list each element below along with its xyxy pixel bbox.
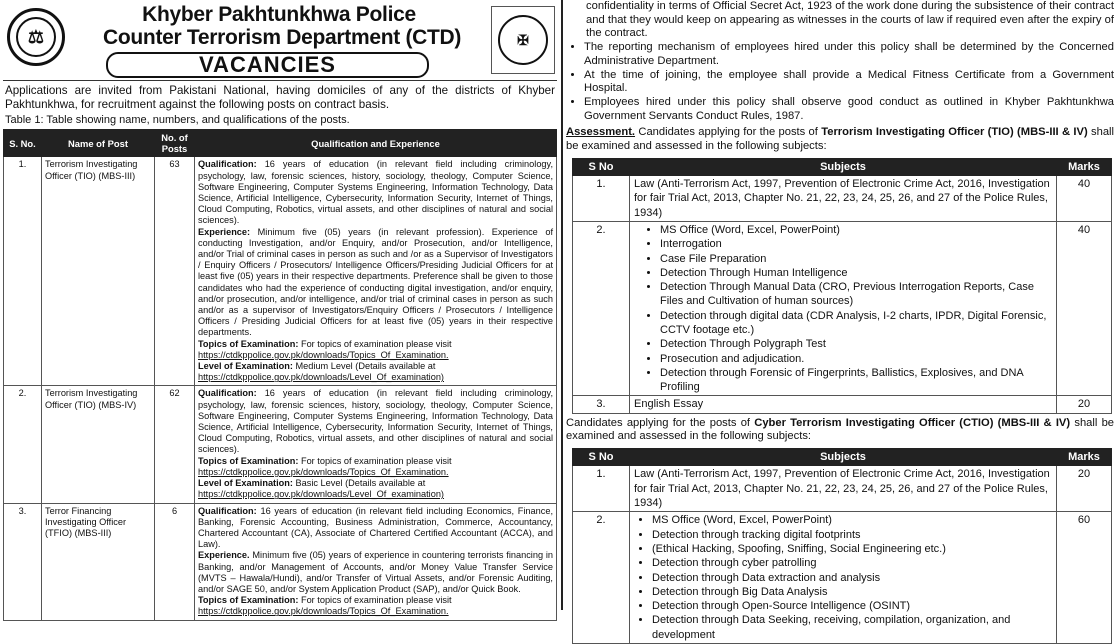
table-row [4, 157, 557, 386]
header-title-police: Khyber Pakhtunkhwa Police [142, 3, 416, 26]
col-header-marks: Marks [1057, 158, 1112, 175]
col-header-subjects: Subjects [630, 158, 1057, 175]
list-item: • Detection through cyber patrolling [652, 556, 1052, 570]
cell-post-count: 62 [155, 386, 195, 503]
table-row [4, 386, 557, 503]
cell-marks: 20 [1057, 396, 1112, 413]
ctio-text-after: shall be examined and assessed in the following subjects: [566, 416, 1115, 443]
cell-post-count: 6 [155, 503, 195, 620]
experience-label: Experience: [198, 226, 251, 237]
list-item: • Detection through Open-Source Intelligence (OSINT) [652, 599, 1052, 613]
list-item: • Detection Through Polygraph Test [660, 337, 1052, 351]
topics-text: For topics of examination please visit [300, 455, 452, 466]
list-item: • Case File Preparation [660, 252, 1052, 266]
list-item: • Detection through Data Seeking, receiving, compilation, organization, and development [652, 613, 1052, 642]
ctio-table-header [573, 449, 1112, 466]
experience-text: Minimum five (05) years (in relevant profession). Experience of conducting Investigation, and/or Enquiry, and/or Prosecution, and/or Intelligence, and/or Trial of criminal cases in person as such and /or as a Supervisor of Investigators / Enquiry Officers / Prosecutors/ Intelligence Officers/Presiding Judicial Officers for at least five (05) years in their respective departments. Preference shall be given to those candidates who had the experience of conducting digital investigation, and/or enquiry, and/or prosecution, and/or intelligence, and/or trial of criminal cases in person as such and/or as a supervisor of Investigators/Enquiry Officers / Prosecutors / Intelligence Officers / Presiding Judicial Officers for at least five (05) years in their respective departments. [198, 226, 553, 338]
topics-link[interactable]: https://ctdkppolice.gov.pk/downloads/Topics_Of_Examination. [198, 349, 449, 360]
list-item: • Detection through tracking digital footprints [652, 528, 1052, 542]
cell-marks: 60 [1057, 512, 1112, 644]
list-item: • Detection Through Human Intelligence [660, 266, 1052, 280]
list-item: • Detection through Data extraction and analysis [652, 571, 1052, 585]
list-item: • Detection through digital data (CDR Analysis, I-2 charts, IPDR, Digital Forensic, CCTV footage etc.) [660, 309, 1052, 338]
level-link[interactable]: https://ctdkppolice.gov.pk/downloads/Level_Of_examination) [198, 372, 444, 383]
list-item: • MS Office (Word, Excel, PowerPoint) [660, 223, 1052, 237]
cell-sno: 2. [573, 512, 630, 644]
cell-subject-list [630, 512, 1057, 644]
level-label: Level of Examination: [198, 361, 293, 372]
qualification-label: Qualification: [198, 388, 257, 399]
cell-qualification [195, 157, 557, 386]
col-header-sno: S No [573, 158, 630, 175]
list-item: • At the time of joining, the employee shall provide a Medical Fitness Certificate from a Government Hospital. [584, 69, 1114, 96]
list-item: • (Ethical Hacking, Spoofing, Sniffing, Social Engineering etc.) [652, 542, 1052, 556]
cell-marks: 40 [1057, 221, 1112, 396]
ctio-text-before: Candidates applying for the posts of [566, 416, 751, 429]
level-link[interactable]: https://ctdkppolice.gov.pk/downloads/Level_Of_examination) [198, 489, 444, 500]
topics-link[interactable]: https://ctdkppolice.gov.pk/downloads/Topics_Of_Examination. [198, 606, 449, 617]
assessment-paragraph [566, 126, 1114, 153]
assessment-label: Assessment. [566, 126, 636, 139]
level-text: Medium Level (Details available at [295, 361, 436, 372]
cell-post-name: Terrorism Investigating Officer (TIO) (MBS-III) [42, 157, 155, 386]
cell-post-name: Terror Financing Investigating Officer (TFIO) (MBS-III) [42, 503, 155, 620]
cell-sno: 1. [4, 157, 42, 386]
cell-marks: 20 [1057, 466, 1112, 512]
cell-qualification [195, 386, 557, 503]
list-item: • Detection through Big Data Analysis [652, 585, 1052, 599]
table-row [573, 466, 1112, 512]
col-header-subjects: Subjects [630, 449, 1057, 466]
right-column [566, 0, 1115, 641]
assessment-post-name: Terrorism Investigating Officer (TIO) (MBS-III & IV) [821, 126, 1088, 139]
qualification-text: 16 years of education (in relevant field including Economics, Finance, Banking, Forensic Accounting, Business Administration, Commerce, Accountancy, Chartered Accountant (CA), Associate of Chartered Certified Accountant (ACCA), and Law). [198, 505, 554, 550]
cell-sno: 3. [4, 503, 42, 620]
cell-post-count: 63 [155, 157, 195, 386]
cell-subject: Law (Anti-Terrorism Act, 1997, Prevention of Electronic Crime Act, 2016, Investigation for fair Trial Act, 2013, Chapter No. 21, 22, 23, 24, 25, 26, and 27 of the Police Rules, 1934) [630, 176, 1057, 222]
vacancies-banner: VACANCIES [106, 52, 429, 78]
list-item: • MS Office (Word, Excel, PowerPoint) [652, 513, 1052, 527]
list-item: • Prosecution and adjudication. [660, 352, 1052, 366]
cell-sno: 1. [573, 466, 630, 512]
col-header-sno: S No [573, 449, 630, 466]
ctio-subjects-table [572, 448, 1112, 644]
table-row [573, 176, 1112, 222]
cell-subject: Law (Anti-Terrorism Act, 1997, Prevention of Electronic Crime Act, 2016, Investigation for fair Trial Act, 2013, Chapter No. 21, 22, 23, 24, 25, 26, and 27 of the Police Rules, 1934) [630, 466, 1057, 512]
table-row [573, 221, 1112, 396]
tio-table-header [573, 158, 1112, 175]
list-item: • Detection Through Manual Data (CRO, Previous Interrogation Reports, Case Files and Cultivation of human sources) [660, 280, 1052, 309]
cell-subject: English Essay [630, 396, 1057, 413]
level-text: Basic Level (Details available at [295, 478, 426, 489]
list-item: • Employees hired under this policy shall observe good conduct as outlined in Khyber Pakhtunkhwa Government Servants Conduct Rules, 1987. [584, 96, 1114, 123]
cell-sno: 2. [4, 386, 42, 503]
list-item: • The reporting mechanism of employees hired under this policy shall be determined by the Concerned Administrative Department. [584, 41, 1114, 68]
tio-subjects-table [572, 158, 1112, 414]
column-divider [561, 0, 563, 610]
col-header-qualification: Qualification and Experience [195, 130, 557, 157]
table-row [573, 512, 1112, 644]
condition-continued-text: confidentiality in terms of Official Secret Act, 1923 of the work done during the subsistence of their contract and that they would keep on appearing as witnesses in the courts of law if required even after the expiry of the contract. [586, 0, 1114, 40]
topics-link[interactable]: https://ctdkppolice.gov.pk/downloads/Topics_Of_Examination. [198, 466, 449, 477]
table-row [573, 396, 1112, 413]
qualification-text: 16 years of education (in relevant field including criminology, psychology, law, forensic sciences, history, sociology, theology, Computer Science, Software Engineering, Computer Systems Engineering, Information Technology, Data Science, Artificial Intelligence, Cybersecurity, Information Security, Internet of Things, Cloud Computing, Robotics, virtual assets, and other disciplines of natural and social sciences). [198, 159, 553, 226]
ctio-post-name: Cyber Terrorism Investigating Officer (CTIO) (MBS-III & IV) [754, 416, 1071, 429]
table-caption: Table 1: Table showing name, numbers, and qualifications of the posts. [5, 114, 350, 126]
list-item: • Detection through Forensic of Fingerprints, Ballistics, Explosives, and DNA Profiling [660, 366, 1052, 395]
topics-text: For topics of examination please visit [300, 338, 452, 349]
qualification-label: Qualification: [198, 505, 257, 516]
topics-text: For topics of examination please visit [300, 595, 452, 606]
ctio-paragraph [566, 417, 1114, 444]
qualification-label: Qualification: [198, 159, 257, 170]
experience-text: Minimum five (05) years of experience in countering terrorists financing in Banking, and/or Management of Accounts, and/or Money Value Transfer Service (MVTS – Hawala/Hundi), and/or Transfer of Virtual Assets, and/or Forensic Auditing, and/or SAGE 50, and/or System Application Product (SAP), and/or Quick Book. [198, 550, 553, 594]
cell-marks: 40 [1057, 176, 1112, 222]
assessment-text-after: shall be examined and assessed in the following subjects: [566, 126, 1115, 153]
ctd-logo-icon: ✠ [491, 6, 555, 74]
col-header-marks: Marks [1057, 449, 1112, 466]
left-column [3, 0, 557, 617]
header-title-ctd: Counter Terrorism Department (CTD) [103, 26, 462, 49]
level-label: Level of Examination: [198, 478, 293, 489]
intro-text: Applications are invited from Pakistani National, having domiciles of any of the districts of Khyber Pakhtunkhwa, for recruitment against the following posts on contract basis. [5, 84, 555, 111]
col-header-sno: S. No. [4, 130, 42, 157]
cell-sno: 1. [573, 176, 630, 222]
topics-label: Topics of Examination: [198, 455, 299, 466]
cell-post-name: Terrorism Investigating Officer (TIO) (MBS-IV) [42, 386, 155, 503]
cell-subject-list [630, 221, 1057, 396]
list-item: • Interrogation [660, 237, 1052, 251]
ad-header [3, 0, 557, 81]
topics-label: Topics of Examination: [198, 595, 299, 606]
cell-sno: 2. [573, 221, 630, 396]
police-emblem-icon: ⚖ [7, 8, 65, 66]
experience-label: Experience. [198, 550, 250, 561]
cell-qualification [195, 503, 557, 620]
col-header-name: Name of Post [42, 130, 155, 157]
qualification-text: 16 years of education (in relevant field including criminology, psychology, law, forensic sciences, history, sociology, theology, Computer Science, Software Engineering, Computer Systems Engineering, Information Technology, Data Science, Artificial Intelligence, Cybersecurity, Information Security, Internet of Things, Cloud Computing, Robotics, virtual assets, and other disciplines of natural and social sciences). [198, 388, 553, 455]
col-header-posts: No. of Posts [155, 130, 195, 157]
cell-sno: 3. [573, 396, 630, 413]
assessment-text-before: Candidates applying for the posts of [638, 126, 818, 139]
table-row [4, 503, 557, 620]
posts-table [3, 129, 557, 621]
topics-label: Topics of Examination: [198, 338, 299, 349]
posts-table-header [4, 130, 557, 157]
conditions-list [566, 0, 1114, 123]
